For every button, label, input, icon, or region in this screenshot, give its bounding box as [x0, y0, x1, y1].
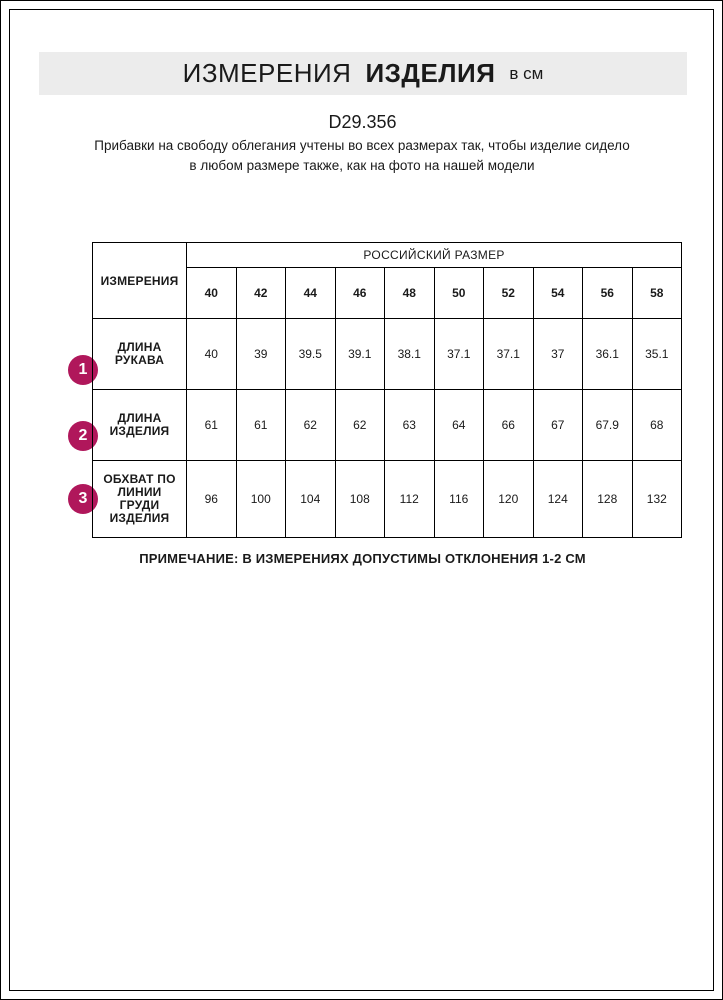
- size-col-52: 52: [484, 268, 534, 319]
- cell-chest-50: 116: [434, 461, 484, 538]
- cell-chest-48: 112: [385, 461, 435, 538]
- fit-note: Прибавки на свободу облегания учтены во всех размерах так, чтобы изделие сидело в любом размере также, как на фото на нашей модели: [94, 138, 630, 173]
- size-col-54: 54: [533, 268, 583, 319]
- size-table-wrapper: [92, 242, 669, 538]
- table-row: [93, 390, 682, 461]
- cell-length-42: 61: [236, 390, 286, 461]
- row-label-sleeve-length: ДЛИНА РУКАВА: [93, 319, 187, 390]
- cell-chest-46: 108: [335, 461, 385, 538]
- cell-sleeve-52: 37.1: [484, 319, 534, 390]
- cell-length-54: 67: [533, 390, 583, 461]
- cell-chest-56: 128: [583, 461, 633, 538]
- header-russian-size: РОССИЙСКИЙ РАЗМЕР: [187, 243, 682, 268]
- cell-sleeve-48: 38.1: [385, 319, 435, 390]
- cell-length-56: 67.9: [583, 390, 633, 461]
- title-measurements: ИЗМЕРЕНИЯ: [182, 58, 352, 88]
- table-row: [93, 319, 682, 390]
- cell-sleeve-44: 39.5: [286, 319, 336, 390]
- size-col-50: 50: [434, 268, 484, 319]
- row-label-product-length: ДЛИНА ИЗДЕЛИЯ: [93, 390, 187, 461]
- cell-chest-44: 104: [286, 461, 336, 538]
- cell-length-50: 64: [434, 390, 484, 461]
- cell-sleeve-54: 37: [533, 319, 583, 390]
- cell-length-46: 62: [335, 390, 385, 461]
- row-marker-1: 1: [68, 355, 98, 385]
- size-col-48: 48: [385, 268, 435, 319]
- row-marker-2: 2: [68, 421, 98, 451]
- cell-length-44: 62: [286, 390, 336, 461]
- cell-length-48: 63: [385, 390, 435, 461]
- size-col-46: 46: [335, 268, 385, 319]
- size-col-40: 40: [187, 268, 237, 319]
- cell-sleeve-46: 39.1: [335, 319, 385, 390]
- cell-length-40: 61: [187, 390, 237, 461]
- size-col-42: 42: [236, 268, 286, 319]
- title-units: в см: [509, 63, 544, 83]
- article-code: D29.356: [328, 112, 397, 132]
- size-col-58: 58: [632, 268, 682, 319]
- size-col-44: 44: [286, 268, 336, 319]
- size-col-56: 56: [583, 268, 633, 319]
- cell-sleeve-56: 36.1: [583, 319, 633, 390]
- cell-length-58: 68: [632, 390, 682, 461]
- table-header-group-row: [93, 243, 682, 268]
- cell-chest-52: 120: [484, 461, 534, 538]
- cell-chest-54: 124: [533, 461, 583, 538]
- size-table: [92, 242, 682, 538]
- title-product: ИЗДЕЛИЯ: [365, 58, 496, 88]
- cell-sleeve-40: 40: [187, 319, 237, 390]
- row-marker-3: 3: [68, 484, 98, 514]
- tolerance-note: ПРИМЕЧАНИЕ: В ИЗМЕРЕНИЯХ ДОПУСТИМЫ ОТКЛОНЕНИЯ 1-2 СМ: [139, 551, 586, 566]
- cell-sleeve-42: 39: [236, 319, 286, 390]
- cell-chest-58: 132: [632, 461, 682, 538]
- cell-length-52: 66: [484, 390, 534, 461]
- page-inner-frame: [9, 9, 714, 991]
- row-label-chest-girth: ОБХВАТ ПО ЛИНИИ ГРУДИ ИЗДЕЛИЯ: [93, 461, 187, 538]
- cell-sleeve-50: 37.1: [434, 319, 484, 390]
- page-title: [39, 52, 687, 95]
- cell-chest-40: 96: [187, 461, 237, 538]
- header-measurements: ИЗМЕРЕНИЯ: [93, 243, 187, 319]
- cell-sleeve-58: 35.1: [632, 319, 682, 390]
- table-row: [93, 461, 682, 538]
- cell-chest-42: 100: [236, 461, 286, 538]
